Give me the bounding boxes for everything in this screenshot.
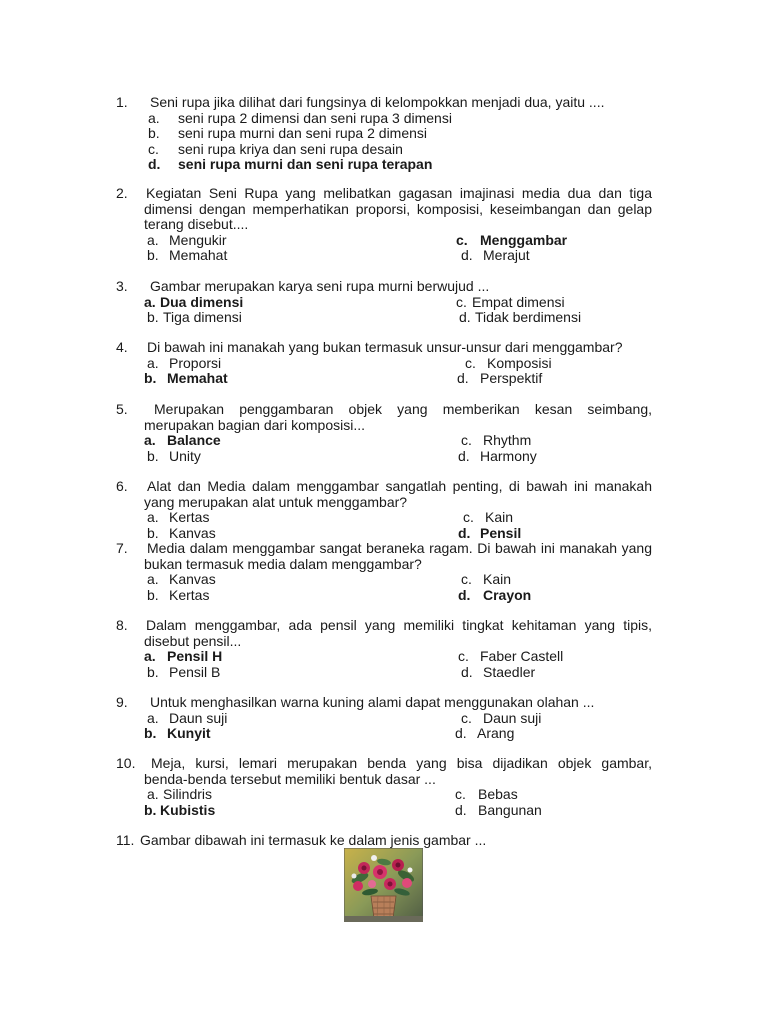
option-label: a. — [147, 231, 159, 248]
option-text: Memahat — [169, 247, 228, 263]
option-label: c. — [455, 786, 466, 802]
option-text: Tidak berdimensi — [475, 309, 582, 325]
question-stem-line: Meja, kursi, lemari merupakan benda yang bisa dijadikan objek gambar, — [151, 755, 652, 771]
question-2 — [116, 186, 652, 264]
question-stem-line: disebut pensil... — [144, 632, 242, 649]
question-stem: Seni rupa jika dilihat dari fungsinya di kelompokkan menjadi dua, yaitu .... — [150, 94, 605, 110]
option-label: d. — [461, 663, 473, 680]
question-11 — [116, 833, 652, 849]
option-text-answer: Kunyit — [167, 725, 211, 741]
option-label: b. — [147, 447, 159, 464]
option-text: Kanvas — [169, 524, 216, 541]
option-label: c. — [461, 709, 472, 726]
option-label: b. — [147, 524, 159, 541]
option-text: Mengukir — [169, 231, 227, 248]
option-label: d. — [455, 801, 467, 818]
option-label: c. — [465, 354, 476, 371]
option-text: Rhythm — [483, 432, 532, 448]
question-stem-line: Kegiatan Seni Rupa yang melibatkan gagasan imajinasi media dua dan tiga — [146, 185, 652, 201]
option-text-answer: Pensil — [480, 524, 522, 541]
option-text: Merajut — [483, 247, 530, 263]
option-label: c. — [461, 432, 472, 448]
option-label: c. — [458, 648, 469, 664]
option-text: Daun suji — [483, 709, 542, 726]
option-text: Arang — [477, 725, 515, 741]
option-label: c. — [456, 231, 468, 248]
question-number: 4. — [116, 339, 128, 355]
option-label: a. — [148, 109, 160, 126]
option-label: d. — [458, 586, 471, 603]
question-number: 5. — [116, 401, 128, 417]
option-label: d. — [457, 370, 469, 386]
option-text-answer: Crayon — [483, 586, 532, 603]
option-text: Proporsi — [169, 354, 222, 371]
question-stem-line: merupakan bagian dari komposisi... — [144, 416, 366, 433]
option-text: seni rupa 2 dimensi dan seni rupa 3 dimensi — [178, 109, 452, 126]
option-text: Pensil B — [169, 663, 221, 680]
option-label: d. — [148, 156, 161, 172]
option-label: b. — [147, 247, 159, 263]
option-label: d. — [461, 247, 473, 263]
option-text: Empat dimensi — [472, 293, 565, 310]
question-stem: Gambar merupakan karya seni rupa murni berwujud ... — [150, 278, 490, 294]
question-number: 6. — [116, 478, 128, 494]
question-number: 1. — [116, 94, 128, 110]
option-text: Bangunan — [478, 801, 542, 818]
option-label: c. — [456, 293, 467, 310]
option-text: Perspektif — [480, 370, 543, 386]
option-label: d. — [458, 447, 470, 464]
option-label: b. — [144, 725, 157, 741]
option-label: c. — [461, 571, 472, 587]
question-number: 3. — [116, 278, 128, 294]
option-text: Harmony — [480, 447, 537, 464]
question-1 — [116, 95, 652, 173]
question-stem-line: Merupakan penggambaran objek yang memberikan kesan seimbang, — [154, 401, 652, 417]
option-label: c. — [148, 140, 159, 157]
question-stem-line: benda-benda tersebut memiliki bentuk dasar ... — [144, 770, 436, 787]
question-stem: Untuk menghasilkan warna kuning alami dapat menggunakan olahan ... — [150, 694, 595, 710]
option-text-answer: Dua dimensi — [160, 293, 244, 310]
option-label: a. — [144, 648, 156, 664]
option-text-answer: seni rupa murni dan seni rupa terapan — [178, 156, 433, 172]
option-text: Kertas — [169, 509, 210, 525]
question-7 — [116, 541, 652, 603]
question-stem-line: bukan termasuk media dalam menggambar? — [144, 555, 422, 572]
option-text: Komposisi — [487, 354, 552, 371]
option-text: Tiga dimensi — [163, 309, 242, 325]
question-3 — [116, 279, 652, 326]
option-text: Staedler — [483, 663, 536, 680]
option-text: Faber Castell — [480, 648, 564, 664]
question-stem-line: Alat dan Media dalam menggambar sangatlah penting, di bawah ini manakah — [147, 478, 652, 494]
option-label: a. — [147, 354, 159, 371]
question-stem: Di bawah ini manakah yang bukan termasuk unsur-unsur dari menggambar? — [147, 339, 623, 355]
option-label: c. — [463, 509, 474, 525]
option-label: d. — [458, 524, 471, 541]
question-10 — [116, 756, 652, 818]
option-text: Kertas — [169, 586, 210, 603]
question-stem-line: terang disebut.... — [144, 216, 249, 232]
option-text: Silindris — [163, 786, 213, 802]
option-label: a. — [147, 509, 159, 525]
question-stem: Gambar dibawah ini termasuk ke dalam jenis gambar ... — [140, 832, 487, 848]
question-5 — [116, 402, 652, 464]
option-label: b. — [144, 370, 157, 386]
option-text-answer: Pensil H — [167, 648, 223, 664]
option-text: Kain — [483, 571, 512, 587]
option-text: Kanvas — [169, 571, 216, 587]
option-label: b. — [148, 125, 160, 141]
option-label: a. — [144, 293, 156, 310]
option-text: Bebas — [478, 786, 518, 802]
option-text: seni rupa murni dan seni rupa 2 dimensi — [178, 125, 428, 141]
option-label: d. — [455, 725, 467, 741]
option-label: d. — [459, 309, 471, 325]
option-label: b. — [147, 309, 159, 325]
option-text-answer: Kubistis — [160, 801, 216, 818]
question-number: 8. — [116, 617, 128, 633]
option-label: b. — [147, 663, 159, 680]
question-number: 10. — [116, 755, 136, 771]
question-number: 7. — [116, 540, 128, 556]
option-label: a. — [147, 571, 159, 587]
option-label: a. — [147, 786, 159, 802]
question-stem-line: Media dalam menggambar sangat beraneka ragam. Di bawah ini manakah yang — [147, 540, 652, 556]
question-stem-line: dimensi dengan memperhatikan proporsi, komposisi, keseimbangan dan gelap — [144, 200, 652, 217]
question-4 — [116, 340, 652, 387]
flower-vase-painting-icon — [344, 848, 423, 922]
option-text-answer: Menggambar — [480, 231, 568, 248]
option-text: Daun suji — [169, 709, 228, 726]
question-9 — [116, 695, 652, 742]
option-text: seni rupa kriya dan seni rupa desain — [178, 140, 403, 157]
option-label: a. — [147, 709, 159, 726]
option-text: Kain — [485, 509, 514, 525]
question-number: 11. — [116, 832, 135, 848]
question-8 — [116, 618, 652, 680]
option-label: b. — [147, 586, 159, 603]
option-label: b. — [144, 801, 157, 818]
option-text-answer: Memahat — [167, 370, 228, 386]
option-label: a. — [144, 432, 156, 448]
option-text-answer: Balance — [167, 432, 221, 448]
option-text: Unity — [169, 447, 201, 464]
question-stem-line: yang merupakan alat untuk menggambar? — [144, 493, 408, 510]
question-number: 9. — [116, 694, 128, 710]
question-stem-line: Dalam menggambar, ada pensil yang memiliki tingkat kehitaman yang tipis, — [146, 617, 652, 633]
question-6 — [116, 479, 652, 541]
question-number: 2. — [116, 185, 128, 201]
